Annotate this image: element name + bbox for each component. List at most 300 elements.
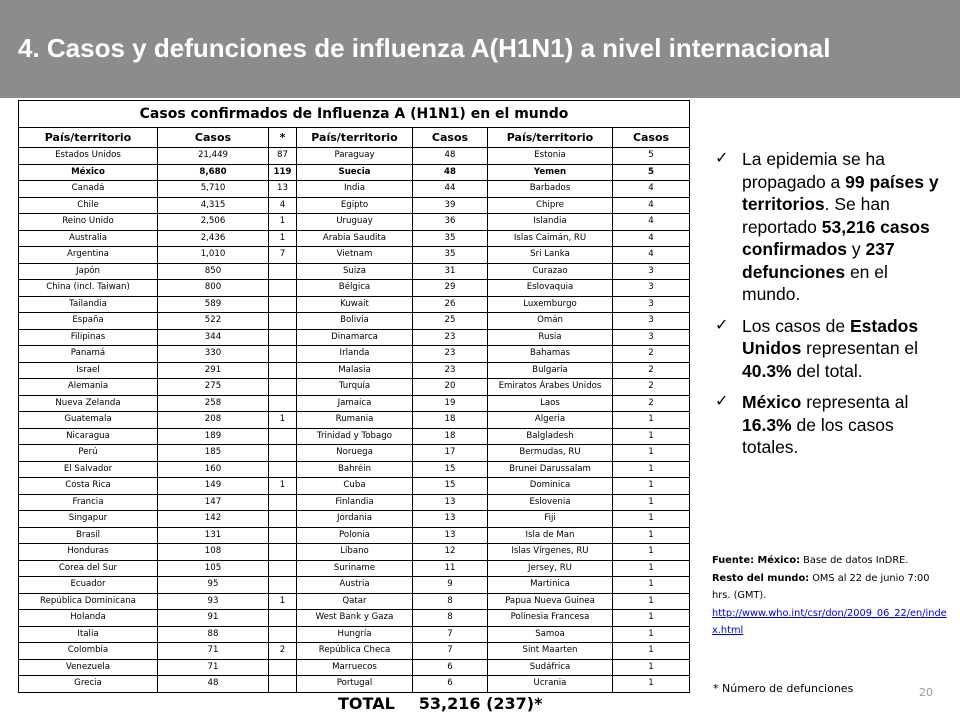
footnote: * Número de defunciones xyxy=(713,682,854,695)
table-cell: 6 xyxy=(413,659,488,676)
table-cell: India xyxy=(297,181,413,198)
table-cell: Suriname xyxy=(297,560,413,577)
table-cell: 3 xyxy=(613,313,690,330)
table-row xyxy=(19,362,690,379)
table-cell: 48 xyxy=(413,148,488,165)
table-cell: Brunei Darussalam xyxy=(488,461,613,478)
table-cell: 258 xyxy=(158,395,269,412)
table-cell xyxy=(269,511,297,528)
table-cell: 1 xyxy=(613,659,690,676)
table-cell: 1 xyxy=(613,511,690,528)
table-cell: 1 xyxy=(613,577,690,594)
table-row xyxy=(19,445,690,462)
table-cell: 18 xyxy=(413,412,488,429)
table-cell: 13 xyxy=(413,494,488,511)
table-cell: Venezuela xyxy=(19,659,158,676)
table-row xyxy=(19,626,690,643)
table-cell: China (incl. Taiwan) xyxy=(19,280,158,297)
table-cell: Finlandia xyxy=(297,494,413,511)
table-row xyxy=(19,280,690,297)
table-row xyxy=(19,428,690,445)
table-cell xyxy=(269,610,297,627)
table-cell: 8 xyxy=(413,610,488,627)
table-cell: Honduras xyxy=(19,544,158,561)
table-cell: Cuba xyxy=(297,478,413,495)
table-cell: 344 xyxy=(158,329,269,346)
table-cell: 7 xyxy=(269,247,297,264)
table-cell xyxy=(269,577,297,594)
table-cell: 39 xyxy=(413,197,488,214)
table-cell: 2 xyxy=(269,643,297,660)
table-cell: Israel xyxy=(19,362,158,379)
total-value: 53,216 (237)* xyxy=(418,694,543,713)
table-cell: Líbano xyxy=(297,544,413,561)
table-cell: 36 xyxy=(413,214,488,231)
table-cell: Italia xyxy=(19,626,158,643)
table-cell: 23 xyxy=(413,346,488,363)
table-cell xyxy=(269,544,297,561)
table-cell: Isla de Man xyxy=(488,527,613,544)
table-cell: 71 xyxy=(158,659,269,676)
table-cell: 91 xyxy=(158,610,269,627)
column-header: Casos xyxy=(613,128,690,148)
bullet-text: 40.3% xyxy=(742,360,792,381)
table-cell: 1 xyxy=(269,593,297,610)
table-cell: 5,710 xyxy=(158,181,269,198)
table-cell: Bolivia xyxy=(297,313,413,330)
table-cell: Portugal xyxy=(297,676,413,693)
table-cell: 5 xyxy=(613,148,690,165)
bullet-text: 53,216 casos confirmados xyxy=(742,216,930,259)
table-cell: Dominica xyxy=(488,478,613,495)
table-cell: Curazao xyxy=(488,263,613,280)
table-cell: 1,010 xyxy=(158,247,269,264)
column-header: País/territorio xyxy=(297,128,413,148)
table-cell xyxy=(269,313,297,330)
table-cell: Fiji xyxy=(488,511,613,528)
table-cell: Reino Unido xyxy=(19,214,158,231)
header-bar xyxy=(0,0,960,98)
table-cell: 131 xyxy=(158,527,269,544)
table-cell: 21,449 xyxy=(158,148,269,165)
table-cell: Polonia xyxy=(297,527,413,544)
table-cell: Irlanda xyxy=(297,346,413,363)
table-cell: Bahamas xyxy=(488,346,613,363)
table-title: Casos confirmados de Influenza A (H1N1) en el mundo xyxy=(19,101,690,128)
table-cell: Panamá xyxy=(19,346,158,363)
table-cell: 25 xyxy=(413,313,488,330)
table-cell: 1 xyxy=(613,610,690,627)
table-cell: Canadá xyxy=(19,181,158,198)
table-cell: Tailandia xyxy=(19,296,158,313)
table-cell: 48 xyxy=(413,164,488,181)
table-cell: West Bank y Gaza xyxy=(297,610,413,627)
table-row xyxy=(19,461,690,478)
source-note xyxy=(712,552,948,640)
table-row xyxy=(19,395,690,412)
table-cell: 149 xyxy=(158,478,269,495)
cases-table xyxy=(18,100,690,693)
table-cell: 2 xyxy=(613,346,690,363)
table-cell: Islas Caimán, RU xyxy=(488,230,613,247)
table-cell: 31 xyxy=(413,263,488,280)
column-header: País/territorio xyxy=(488,128,613,148)
column-header: Casos xyxy=(413,128,488,148)
table-cell: Arabia Saudita xyxy=(297,230,413,247)
table-row xyxy=(19,560,690,577)
table-cell: Barbados xyxy=(488,181,613,198)
table-cell: Kuwait xyxy=(297,296,413,313)
table-cell: 23 xyxy=(413,362,488,379)
table-cell: Eslovaquia xyxy=(488,280,613,297)
table-row xyxy=(19,181,690,198)
table-cell: México xyxy=(19,164,158,181)
table-cell: 330 xyxy=(158,346,269,363)
table-cell xyxy=(269,329,297,346)
table-cell: 35 xyxy=(413,247,488,264)
table-row xyxy=(19,313,690,330)
table-cell: Ucrania xyxy=(488,676,613,693)
table-cell: Nicaragua xyxy=(19,428,158,445)
table-row xyxy=(19,577,690,594)
table-header-row xyxy=(19,128,690,148)
table-cell: Jersey, RU xyxy=(488,560,613,577)
table-row xyxy=(19,164,690,181)
table-cell: 291 xyxy=(158,362,269,379)
table-cell xyxy=(269,379,297,396)
table-cell: 589 xyxy=(158,296,269,313)
table-cell: 26 xyxy=(413,296,488,313)
check-icon: ✓ xyxy=(715,150,729,167)
table-cell: 88 xyxy=(158,626,269,643)
table-cell: 2 xyxy=(613,379,690,396)
table-row xyxy=(19,676,690,693)
table-row xyxy=(19,148,690,165)
table-cell: 8 xyxy=(413,593,488,610)
table-cell: 20 xyxy=(413,379,488,396)
bullet-text: de los casos totales. xyxy=(742,414,894,457)
table-cell: 87 xyxy=(269,148,297,165)
table-cell: 1 xyxy=(613,676,690,693)
table-cell: 23 xyxy=(413,329,488,346)
table-cell: 1 xyxy=(613,643,690,660)
table-cell: Colombia xyxy=(19,643,158,660)
source-label-mexico: Fuente: México: xyxy=(712,555,800,566)
column-header: País/territorio xyxy=(19,128,158,148)
bullet-item xyxy=(712,315,948,383)
check-icon: ✓ xyxy=(715,316,729,334)
table-cell: Polinesia Francesa xyxy=(488,610,613,627)
table-cell: Jordania xyxy=(297,511,413,528)
table-row xyxy=(19,230,690,247)
table-cell: Dinamarca xyxy=(297,329,413,346)
table-cell xyxy=(269,527,297,544)
table-row xyxy=(19,247,690,264)
table-cell: 4 xyxy=(613,230,690,247)
table-cell: Sri Lanka xyxy=(488,247,613,264)
table-cell: Chipre xyxy=(488,197,613,214)
table-row xyxy=(19,346,690,363)
table-cell: 1 xyxy=(613,626,690,643)
table-cell: 1 xyxy=(269,214,297,231)
table-cell: 1 xyxy=(269,478,297,495)
table-cell: 4,315 xyxy=(158,197,269,214)
table-cell: 7 xyxy=(413,643,488,660)
table-cell: Samoa xyxy=(488,626,613,643)
table-cell: Australia xyxy=(19,230,158,247)
table-cell: Islas Vírgenes, RU xyxy=(488,544,613,561)
table-row xyxy=(19,263,690,280)
table-cell: Austria xyxy=(297,577,413,594)
table-cell: Marruecos xyxy=(297,659,413,676)
table-cell: 3 xyxy=(613,296,690,313)
table-cell: 4 xyxy=(613,247,690,264)
table-cell: 4 xyxy=(269,197,297,214)
bullet-text: 16.3% xyxy=(742,414,792,435)
table-cell: 147 xyxy=(158,494,269,511)
table-cell: Holanda xyxy=(19,610,158,627)
table-cell: 5 xyxy=(613,164,690,181)
table-cell: Guatemala xyxy=(19,412,158,429)
table-row xyxy=(19,214,690,231)
table-cell: Suecia xyxy=(297,164,413,181)
table-cell: Ecuador xyxy=(19,577,158,594)
table-cell: República Checa xyxy=(297,643,413,660)
table-cell xyxy=(269,362,297,379)
table-cell: 1 xyxy=(613,445,690,462)
table-cell: El Salvador xyxy=(19,461,158,478)
table-cell xyxy=(269,494,297,511)
table-cell: Emiratos Árabes Unidos xyxy=(488,379,613,396)
table-cell: Yemen xyxy=(488,164,613,181)
table-cell: 1 xyxy=(613,478,690,495)
table-cell: Bélgica xyxy=(297,280,413,297)
table-row xyxy=(19,593,690,610)
table-row xyxy=(19,527,690,544)
table-row xyxy=(19,296,690,313)
table-cell xyxy=(269,428,297,445)
table-row xyxy=(19,412,690,429)
table-cell: República Dominicana xyxy=(19,593,158,610)
table-cell: 13 xyxy=(413,527,488,544)
table-cell xyxy=(269,395,297,412)
table-cell: Argentina xyxy=(19,247,158,264)
table-cell: 93 xyxy=(158,593,269,610)
table-cell: 18 xyxy=(413,428,488,445)
table-cell xyxy=(269,676,297,693)
table-cell: 44 xyxy=(413,181,488,198)
table-cell: Japón xyxy=(19,263,158,280)
table-cell: 1 xyxy=(613,412,690,429)
table-cell: Costa Rica xyxy=(19,478,158,495)
table-cell: 11 xyxy=(413,560,488,577)
table-cell xyxy=(269,263,297,280)
bullet-text: La epidemia se ha propagado a xyxy=(742,149,886,192)
table-cell: 4 xyxy=(613,214,690,231)
table-cell: 48 xyxy=(158,676,269,693)
table-cell xyxy=(269,296,297,313)
table-cell: 7 xyxy=(413,626,488,643)
table-cell: Papua Nueva Guinea xyxy=(488,593,613,610)
table-cell: Bahréin xyxy=(297,461,413,478)
table-cell: 185 xyxy=(158,445,269,462)
table-cell: Turquía xyxy=(297,379,413,396)
table-cell: Estados Unidos xyxy=(19,148,158,165)
table-row xyxy=(19,544,690,561)
table-cell: Uruguay xyxy=(297,214,413,231)
bullet-text: 237 defunciones xyxy=(742,239,895,282)
table-cell: 1 xyxy=(613,560,690,577)
table-cell: Corea del Sur xyxy=(19,560,158,577)
table-cell: 2,506 xyxy=(158,214,269,231)
table-cell: Egipto xyxy=(297,197,413,214)
table-cell: Balgladesh xyxy=(488,428,613,445)
table-cell: Brasil xyxy=(19,527,158,544)
table-cell xyxy=(269,445,297,462)
table-cell: 800 xyxy=(158,280,269,297)
table-cell: Algeria xyxy=(488,412,613,429)
table-cell: 850 xyxy=(158,263,269,280)
table-cell: 522 xyxy=(158,313,269,330)
table-cell: Bulgaria xyxy=(488,362,613,379)
bullet-item xyxy=(712,148,948,306)
table-row xyxy=(19,643,690,660)
table-row xyxy=(19,511,690,528)
table-cell: 1 xyxy=(269,230,297,247)
bullet-text: del total. xyxy=(791,360,863,381)
table-cell: Sudáfrica xyxy=(488,659,613,676)
table-cell xyxy=(269,346,297,363)
table-cell: Singapur xyxy=(19,511,158,528)
table-cell: Suiza xyxy=(297,263,413,280)
table-cell: 1 xyxy=(613,494,690,511)
table-cell xyxy=(269,280,297,297)
table-cell: Perú xyxy=(19,445,158,462)
table-cell: 2 xyxy=(613,362,690,379)
table-cell: 95 xyxy=(158,577,269,594)
table-cell: 1 xyxy=(613,428,690,445)
table-cell: Estonia xyxy=(488,148,613,165)
table-cell: Vietnam xyxy=(297,247,413,264)
table-cell: 13 xyxy=(269,181,297,198)
bullet-text: . Se han reportado xyxy=(742,194,890,237)
table-cell: 71 xyxy=(158,643,269,660)
bullet-item xyxy=(712,391,948,459)
table-cell: 105 xyxy=(158,560,269,577)
table-row xyxy=(19,494,690,511)
summary-bullets xyxy=(712,148,948,468)
table-cell: España xyxy=(19,313,158,330)
table-cell: 9 xyxy=(413,577,488,594)
bullet-text: representa al xyxy=(801,392,909,412)
bullet-text: y xyxy=(847,239,866,259)
table-row xyxy=(19,610,690,627)
bullet-text: México xyxy=(742,392,802,412)
table-cell: Paraguay xyxy=(297,148,413,165)
check-icon: ✓ xyxy=(715,393,729,410)
table-cell: Islandia xyxy=(488,214,613,231)
page-title: 4. Casos y defunciones de influenza A(H1N1) a nivel internacional xyxy=(18,33,831,63)
table-cell: 119 xyxy=(269,164,297,181)
table-cell: 1 xyxy=(269,412,297,429)
table-cell: Eslovenia xyxy=(488,494,613,511)
table-cell: 1 xyxy=(613,593,690,610)
table-cell: 19 xyxy=(413,395,488,412)
bullet-text: en el mundo. xyxy=(742,261,888,304)
table-row xyxy=(19,197,690,214)
table-cell: 6 xyxy=(413,676,488,693)
table-cell: 13 xyxy=(413,511,488,528)
table-cell: Jamaica xyxy=(297,395,413,412)
table-cell: 3 xyxy=(613,280,690,297)
table-cell: Omán xyxy=(488,313,613,330)
table-cell: Malasia xyxy=(297,362,413,379)
table-cell xyxy=(269,461,297,478)
source-text-world: OMS al 22 de junio 7:00 hrs. (GMT). xyxy=(712,572,930,601)
source-label-world: Resto del mundo: xyxy=(712,572,810,584)
table-cell: Luxemburgo xyxy=(488,296,613,313)
table-cell: Grecia xyxy=(19,676,158,693)
table-cell: 15 xyxy=(413,478,488,495)
table-cell: 160 xyxy=(158,461,269,478)
table-cell xyxy=(269,659,297,676)
table-cell: 142 xyxy=(158,511,269,528)
table-cell: 2,436 xyxy=(158,230,269,247)
table-cell: Noruega xyxy=(297,445,413,462)
table-cell: Filipinas xyxy=(19,329,158,346)
table-cell: Bermudas, RU xyxy=(488,445,613,462)
page-number: 20 xyxy=(919,686,933,699)
table-cell: Rumania xyxy=(297,412,413,429)
table-cell: 2 xyxy=(613,395,690,412)
table-body xyxy=(19,148,690,693)
bullet-text: 99 países y territorios xyxy=(742,171,939,214)
bullet-text: Los casos de xyxy=(742,315,850,336)
table-row xyxy=(19,329,690,346)
table-cell: 189 xyxy=(158,428,269,445)
table-cell: Hungría xyxy=(297,626,413,643)
cases-table-container xyxy=(18,100,689,693)
bullet-text: representan el xyxy=(801,338,919,358)
table-cell: Alemania xyxy=(19,379,158,396)
source-text-mexico: Base de datos InDRE. xyxy=(799,555,909,566)
table-cell: 1 xyxy=(613,527,690,544)
table-cell xyxy=(269,626,297,643)
table-row xyxy=(19,379,690,396)
table-cell: 3 xyxy=(613,263,690,280)
table-cell: 8,680 xyxy=(158,164,269,181)
table-cell: 1 xyxy=(613,544,690,561)
table-cell: 275 xyxy=(158,379,269,396)
table-cell: 208 xyxy=(158,412,269,429)
table-cell: Rusia xyxy=(488,329,613,346)
table-cell xyxy=(269,560,297,577)
source-link[interactable]: http://www.who.int/csr/don/2009_06_22/en/index.html xyxy=(712,607,947,636)
table-cell: Qatar xyxy=(297,593,413,610)
table-cell: Trinidad y Tobago xyxy=(297,428,413,445)
table-cell: 35 xyxy=(413,230,488,247)
table-cell: 29 xyxy=(413,280,488,297)
table-cell: 108 xyxy=(158,544,269,561)
table-cell: 3 xyxy=(613,329,690,346)
table-cell: Nueva Zelanda xyxy=(19,395,158,412)
bullet-text: Estados Unidos xyxy=(742,315,919,358)
table-cell: Sint Maarten xyxy=(488,643,613,660)
table-cell: 4 xyxy=(613,197,690,214)
total-line xyxy=(338,694,542,713)
table-cell: Laos xyxy=(488,395,613,412)
table-cell: Chile xyxy=(19,197,158,214)
